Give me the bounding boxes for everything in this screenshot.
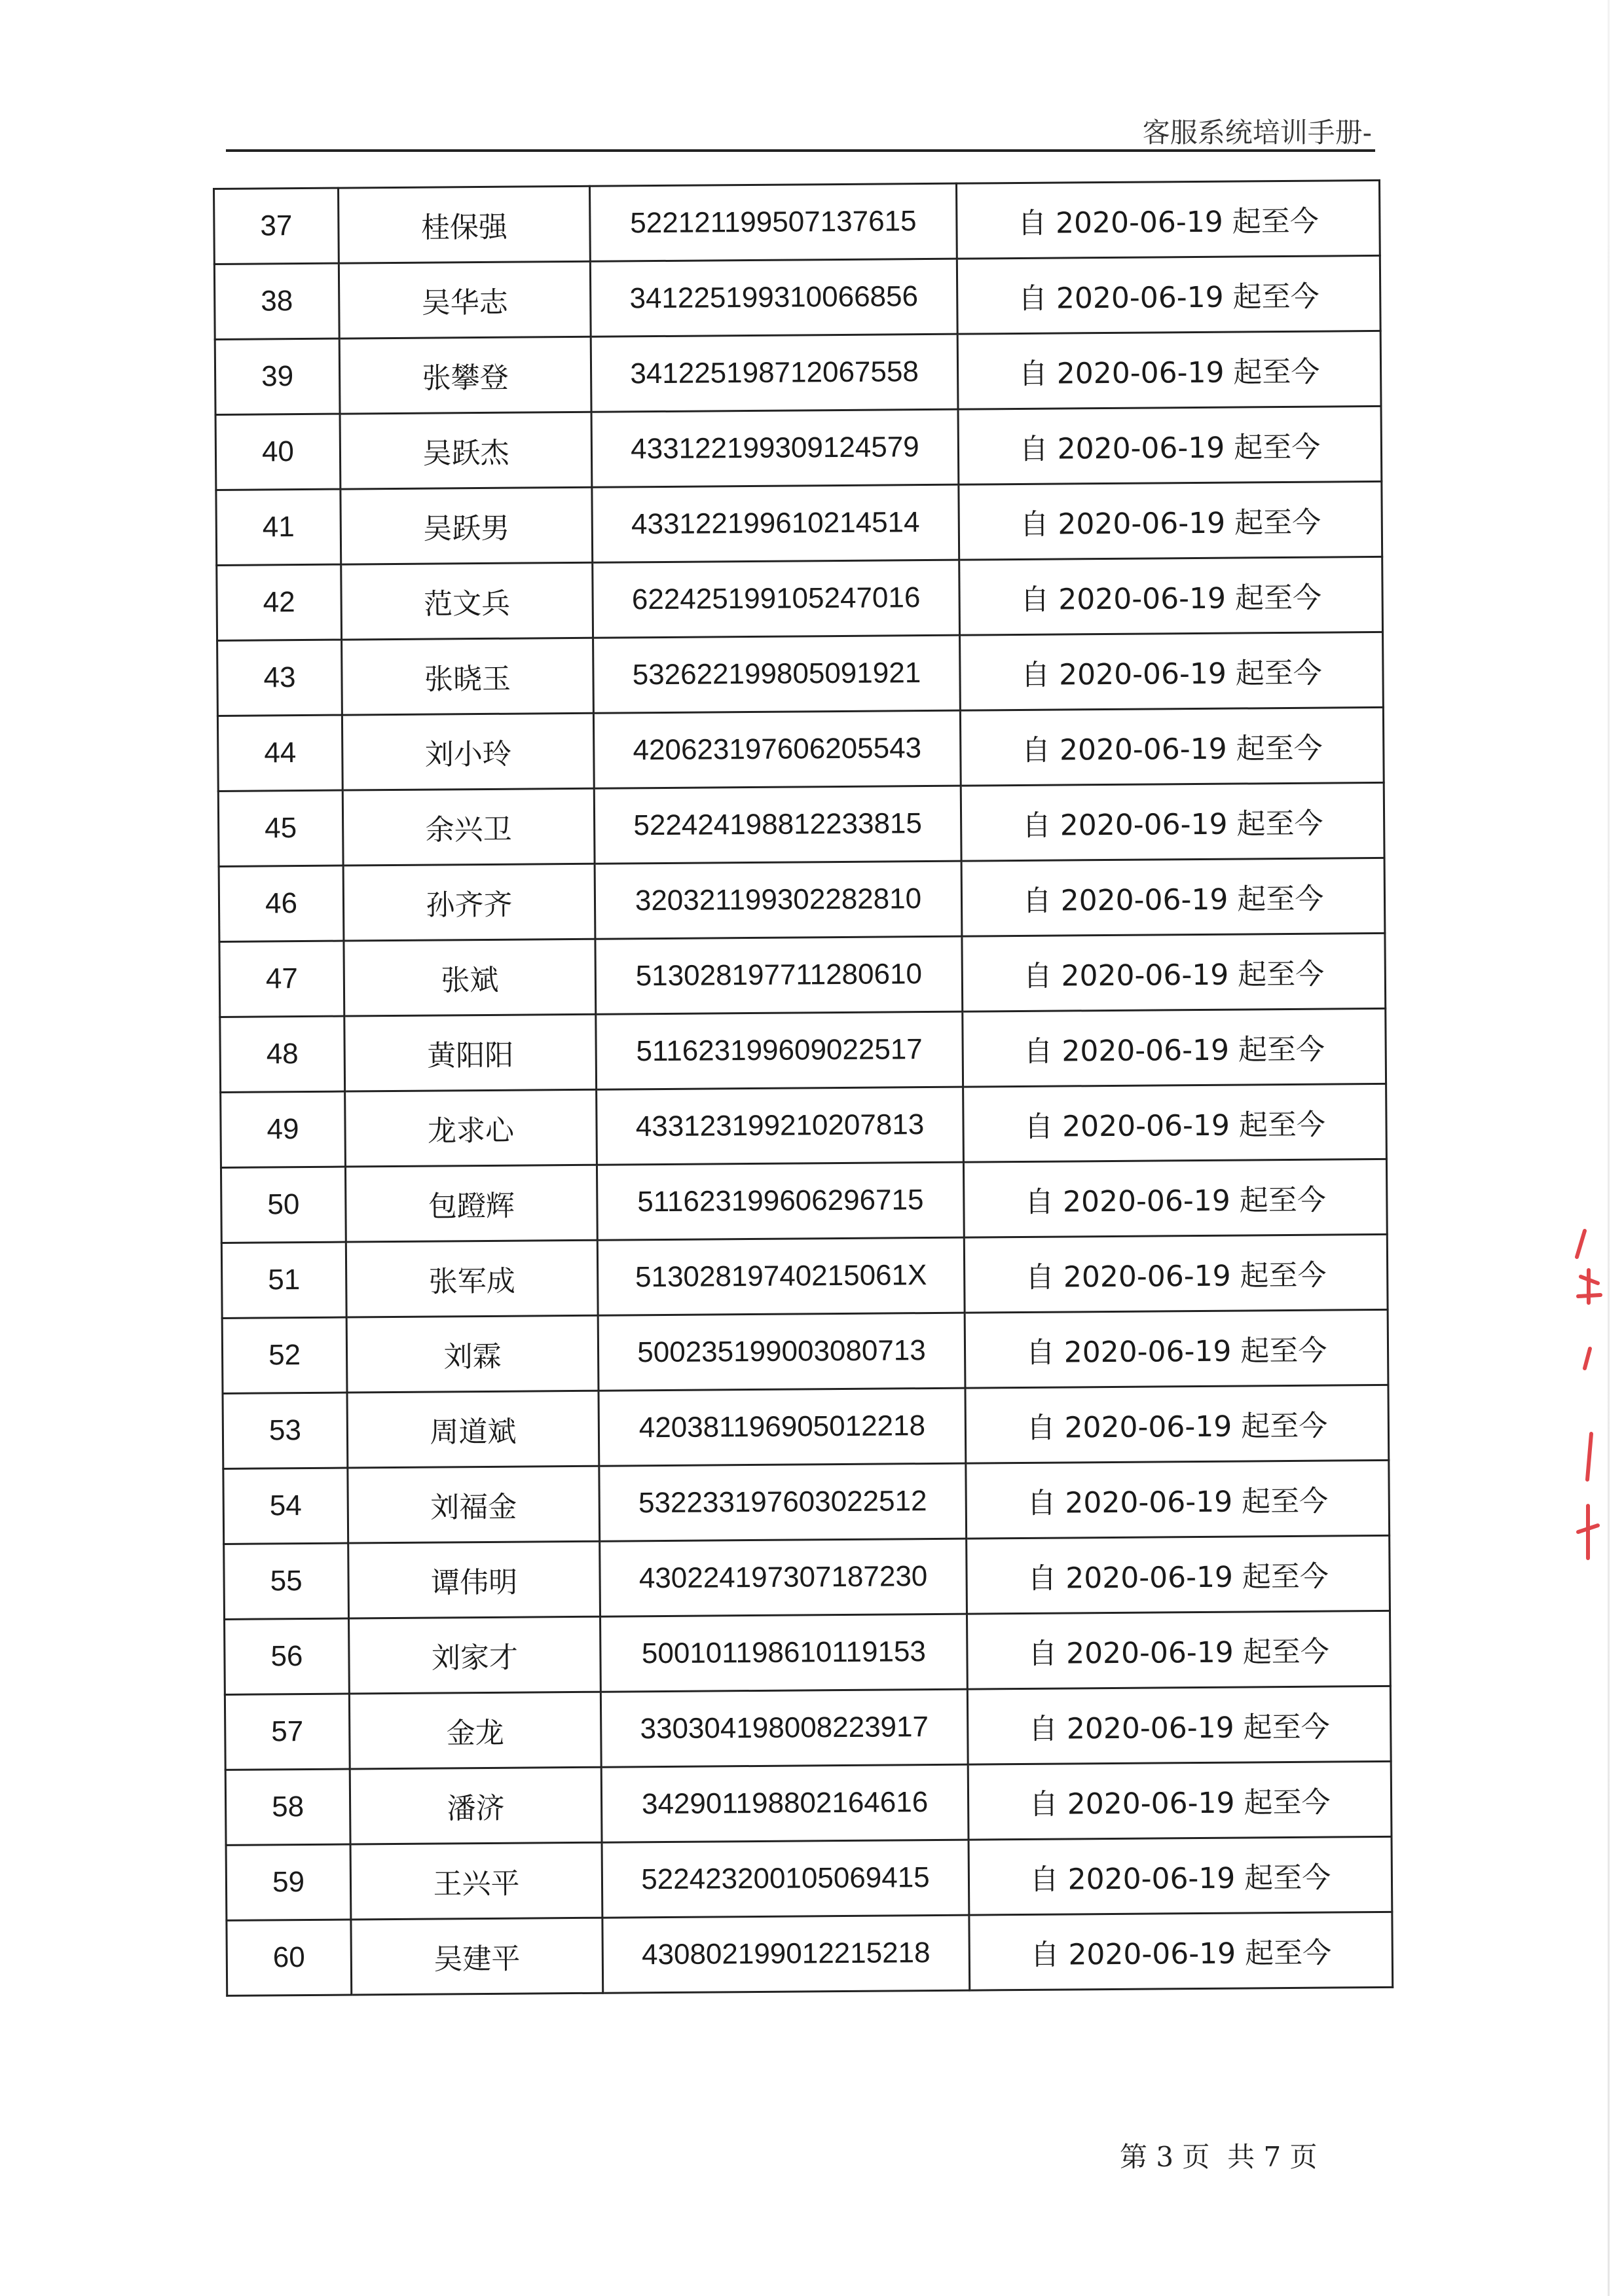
period-cell: 自 2020-06-19 起至今 <box>961 782 1384 861</box>
table-row <box>216 481 1382 565</box>
table-row <box>221 1234 1388 1318</box>
row-number-cell: 57 <box>225 1694 350 1770</box>
row-number-cell: 46 <box>219 866 344 941</box>
name-cell: 余兴卫 <box>342 788 595 866</box>
scan-edge-shadow <box>1608 0 1610 2296</box>
period-cell: 自 2020-06-19 起至今 <box>960 707 1384 786</box>
row-number-cell: 39 <box>215 338 340 414</box>
id-number-cell: 430802199012215218 <box>602 1915 970 1993</box>
id-number-cell: 330304198008223917 <box>600 1689 968 1767</box>
id-number-cell: 511623199606296715 <box>597 1162 964 1240</box>
name-cell: 谭伟明 <box>348 1541 600 1618</box>
row-number-cell: 43 <box>217 640 342 716</box>
id-number-cell: 522424198812233815 <box>594 786 961 864</box>
row-number-cell: 58 <box>225 1769 350 1845</box>
row-number-cell: 53 <box>223 1393 348 1468</box>
row-number-cell: 38 <box>214 263 339 339</box>
id-number-cell: 320321199302282810 <box>595 861 962 939</box>
name-cell: 吴建平 <box>351 1918 603 1995</box>
document-header-title: 客服系统培训手册- <box>1142 117 1372 149</box>
period-cell: 自 2020-06-19 起至今 <box>967 1686 1391 1764</box>
table-row <box>215 406 1382 490</box>
id-number-cell: 532233197603022512 <box>599 1463 967 1541</box>
period-cell: 自 2020-06-19 起至今 <box>961 858 1385 936</box>
period-cell: 自 2020-06-19 起至今 <box>963 1159 1387 1237</box>
name-cell: 刘家才 <box>349 1616 601 1694</box>
period-cell: 自 2020-06-19 起至今 <box>957 255 1380 334</box>
table-row <box>214 180 1380 264</box>
period-cell: 自 2020-06-19 起至今 <box>965 1309 1388 1388</box>
page-number: 第 3 页 共 7 页 <box>1120 2141 1318 2173</box>
row-number-cell: 59 <box>226 1844 351 1920</box>
name-cell: 孙齐齐 <box>343 864 595 941</box>
table-row <box>214 255 1380 339</box>
table-row <box>223 1385 1389 1468</box>
name-cell: 金龙 <box>349 1692 601 1769</box>
id-number-cell: 511623199609022517 <box>596 1011 963 1089</box>
period-cell: 自 2020-06-19 起至今 <box>965 1385 1389 1463</box>
id-number-cell: 341225198712067558 <box>591 334 958 412</box>
name-cell: 王兴平 <box>350 1842 602 1920</box>
table-row <box>217 632 1384 716</box>
row-number-cell: 48 <box>220 1016 345 1092</box>
name-cell: 潘济 <box>350 1767 602 1844</box>
table-row <box>226 1836 1392 1920</box>
id-number-cell: 622425199105247016 <box>593 560 960 638</box>
id-number-cell: 500101198610119153 <box>600 1614 968 1692</box>
table-row <box>219 858 1385 941</box>
table-row <box>223 1460 1390 1544</box>
table-row <box>222 1309 1388 1393</box>
id-number-cell: 433123199210207813 <box>597 1087 964 1165</box>
row-number-cell: 47 <box>219 941 344 1017</box>
period-cell: 自 2020-06-19 起至今 <box>969 1912 1393 1990</box>
period-cell: 自 2020-06-19 起至今 <box>964 1234 1388 1313</box>
table-row <box>217 707 1384 791</box>
row-number-cell: 60 <box>227 1920 352 1995</box>
name-cell: 刘小玲 <box>342 713 594 790</box>
table-row <box>218 782 1384 866</box>
id-number-cell: 420623197606205543 <box>593 710 961 788</box>
name-cell: 黄阳阳 <box>344 1014 597 1091</box>
roster-table-container <box>213 179 1393 1997</box>
name-cell: 刘霖 <box>346 1315 599 1393</box>
id-number-cell: 522423200105069415 <box>602 1840 969 1918</box>
table-row <box>225 1611 1391 1694</box>
row-number-cell: 56 <box>225 1618 350 1694</box>
name-cell: 吴华志 <box>339 261 591 338</box>
table-row <box>215 331 1381 414</box>
period-cell: 自 2020-06-19 起至今 <box>959 556 1383 635</box>
table-row <box>217 556 1383 640</box>
row-number-cell: 52 <box>222 1317 347 1393</box>
name-cell: 刘福金 <box>348 1466 600 1543</box>
id-number-cell: 532622199805091921 <box>593 635 961 713</box>
table-row <box>227 1912 1393 1995</box>
table-row <box>225 1686 1391 1770</box>
roster-table <box>213 179 1393 1997</box>
period-cell: 自 2020-06-19 起至今 <box>963 1008 1386 1087</box>
id-number-cell: 51302819740215061X <box>597 1237 965 1315</box>
name-cell: 桂保强 <box>339 186 591 263</box>
period-cell: 自 2020-06-19 起至今 <box>966 1460 1390 1539</box>
period-cell: 自 2020-06-19 起至今 <box>967 1611 1390 1689</box>
name-cell: 张攀登 <box>339 337 591 414</box>
period-cell: 自 2020-06-19 起至今 <box>963 1084 1387 1162</box>
name-cell: 包蹬辉 <box>345 1165 597 1242</box>
id-number-cell: 433122199309124579 <box>591 409 959 487</box>
id-number-cell: 342901198802164616 <box>601 1764 969 1842</box>
id-number-cell: 341225199310066856 <box>590 259 957 337</box>
row-number-cell: 55 <box>224 1543 349 1619</box>
period-cell: 自 2020-06-19 起至今 <box>960 632 1384 710</box>
row-number-cell: 50 <box>221 1167 346 1243</box>
row-number-cell: 41 <box>216 489 341 565</box>
row-number-cell: 49 <box>221 1091 346 1167</box>
table-row <box>224 1535 1390 1619</box>
row-number-cell: 44 <box>217 715 342 791</box>
row-number-cell: 42 <box>217 564 342 640</box>
period-cell: 自 2020-06-19 起至今 <box>956 180 1380 259</box>
id-number-cell: 522121199507137615 <box>589 183 957 261</box>
header-divider <box>226 149 1375 152</box>
period-cell: 自 2020-06-19 起至今 <box>969 1836 1392 1915</box>
seal-stamp-fragment <box>1559 1218 1604 1584</box>
name-cell: 吴跃杰 <box>340 412 592 489</box>
id-number-cell: 420381196905012218 <box>599 1388 966 1466</box>
name-cell: 张斌 <box>344 939 596 1016</box>
row-number-cell: 51 <box>221 1242 346 1318</box>
row-number-cell: 45 <box>218 790 343 866</box>
name-cell: 张晓玉 <box>342 638 594 715</box>
roster-table-body <box>214 180 1393 1995</box>
table-row <box>221 1159 1387 1243</box>
row-number-cell: 54 <box>223 1468 348 1544</box>
period-cell: 自 2020-06-19 起至今 <box>957 331 1381 409</box>
id-number-cell: 430224197307187230 <box>600 1539 967 1616</box>
name-cell: 龙求心 <box>345 1089 597 1167</box>
period-cell: 自 2020-06-19 起至今 <box>959 481 1382 560</box>
row-number-cell: 40 <box>215 414 341 490</box>
period-cell: 自 2020-06-19 起至今 <box>958 406 1382 484</box>
table-row <box>225 1761 1392 1845</box>
table-row <box>221 1084 1387 1167</box>
id-number-cell: 500235199003080713 <box>598 1313 965 1391</box>
period-cell: 自 2020-06-19 起至今 <box>962 933 1386 1011</box>
name-cell: 周道斌 <box>347 1391 599 1468</box>
period-cell: 自 2020-06-19 起至今 <box>967 1535 1390 1614</box>
table-row <box>220 1008 1386 1092</box>
row-number-cell: 37 <box>214 188 339 264</box>
name-cell: 范文兵 <box>341 562 593 640</box>
table-row <box>219 933 1386 1017</box>
name-cell: 吴跃男 <box>341 487 593 564</box>
id-number-cell: 433122199610214514 <box>592 484 959 562</box>
period-cell: 自 2020-06-19 起至今 <box>968 1761 1392 1840</box>
name-cell: 张军成 <box>346 1240 598 1317</box>
id-number-cell: 513028197711280610 <box>595 936 963 1014</box>
